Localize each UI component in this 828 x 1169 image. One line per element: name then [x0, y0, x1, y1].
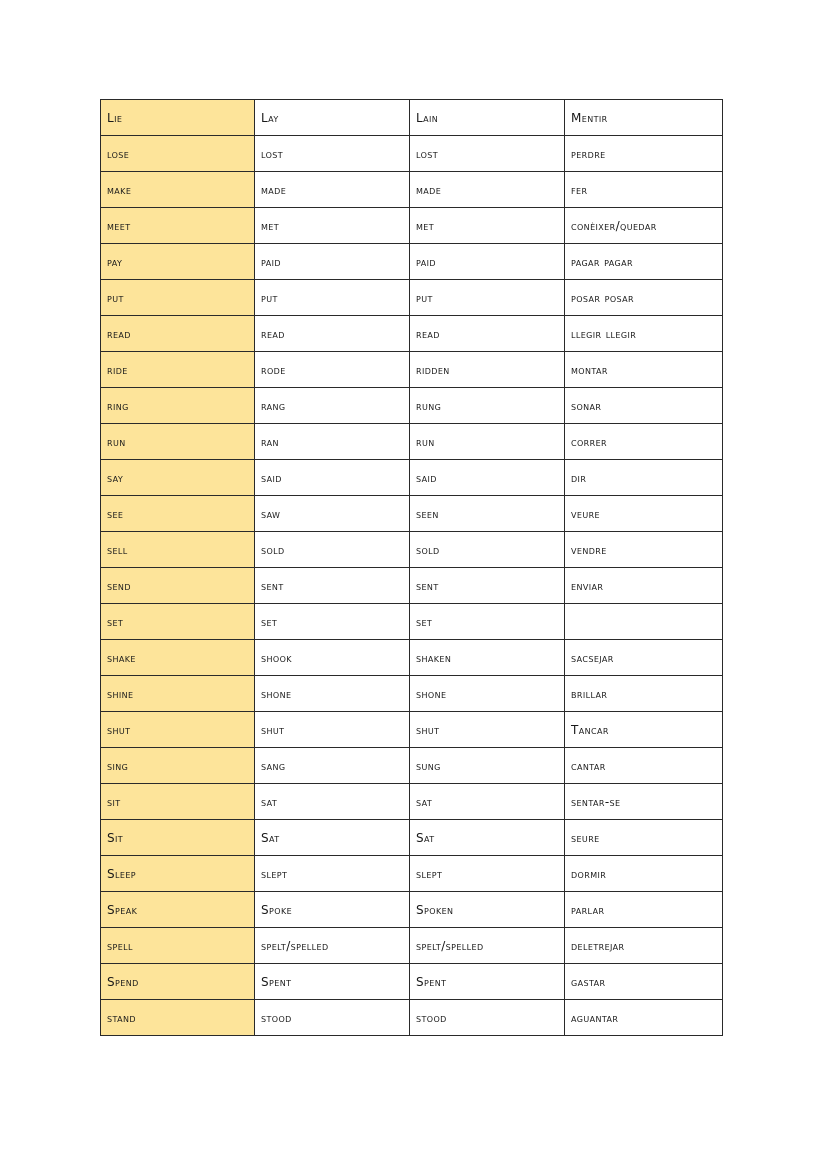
translation-cell: sacsejar: [565, 640, 723, 676]
base-form-cell: lose: [101, 136, 255, 172]
table-row: [101, 1000, 723, 1036]
past-participle-cell: Spoken: [410, 892, 565, 928]
translation-cell: enviar: [565, 568, 723, 604]
past-participle-cell: made: [410, 172, 565, 208]
past-simple-cell: Spent: [255, 964, 410, 1000]
past-simple-cell: shook: [255, 640, 410, 676]
past-participle-cell: Sat: [410, 820, 565, 856]
translation-cell: posar posar: [565, 280, 723, 316]
past-participle-cell: paid: [410, 244, 565, 280]
translation-cell: fer: [565, 172, 723, 208]
base-form-cell: shut: [101, 712, 255, 748]
table-row: [101, 604, 723, 640]
base-form-cell: send: [101, 568, 255, 604]
verb-table: [100, 99, 723, 1036]
translation-cell: vendre: [565, 532, 723, 568]
past-simple-cell: put: [255, 280, 410, 316]
table-row: [101, 136, 723, 172]
past-participle-cell: sat: [410, 784, 565, 820]
past-participle-cell: sung: [410, 748, 565, 784]
base-form-cell: spell: [101, 928, 255, 964]
table-row: [101, 460, 723, 496]
past-participle-cell: said: [410, 460, 565, 496]
table-row: [101, 280, 723, 316]
past-participle-cell: shaken: [410, 640, 565, 676]
past-simple-cell: made: [255, 172, 410, 208]
base-form-cell: Lie: [101, 100, 255, 136]
past-participle-cell: lost: [410, 136, 565, 172]
past-simple-cell: Sat: [255, 820, 410, 856]
past-simple-cell: said: [255, 460, 410, 496]
translation-cell: dormir: [565, 856, 723, 892]
table-row: [101, 208, 723, 244]
past-participle-cell: sold: [410, 532, 565, 568]
base-form-cell: Sleep: [101, 856, 255, 892]
past-participle-cell: Lain: [410, 100, 565, 136]
past-participle-cell: shut: [410, 712, 565, 748]
past-simple-cell: spelt/spelled: [255, 928, 410, 964]
table-row: [101, 316, 723, 352]
past-participle-cell: set: [410, 604, 565, 640]
base-form-cell: pay: [101, 244, 255, 280]
table-row: [101, 352, 723, 388]
base-form-cell: sit: [101, 784, 255, 820]
past-participle-cell: seen: [410, 496, 565, 532]
table-row: [101, 928, 723, 964]
base-form-cell: run: [101, 424, 255, 460]
past-simple-cell: slept: [255, 856, 410, 892]
base-form-cell: put: [101, 280, 255, 316]
base-form-cell: ride: [101, 352, 255, 388]
past-participle-cell: sent: [410, 568, 565, 604]
table-row: [101, 676, 723, 712]
translation-cell: correr: [565, 424, 723, 460]
table-row: [101, 820, 723, 856]
base-form-cell: shake: [101, 640, 255, 676]
past-participle-cell: rung: [410, 388, 565, 424]
base-form-cell: say: [101, 460, 255, 496]
past-simple-cell: met: [255, 208, 410, 244]
translation-cell: deletrejar: [565, 928, 723, 964]
base-form-cell: make: [101, 172, 255, 208]
table-row: [101, 568, 723, 604]
past-participle-cell: slept: [410, 856, 565, 892]
past-participle-cell: met: [410, 208, 565, 244]
past-simple-cell: sent: [255, 568, 410, 604]
past-simple-cell: paid: [255, 244, 410, 280]
table-row: [101, 172, 723, 208]
past-simple-cell: sold: [255, 532, 410, 568]
table-row: [101, 424, 723, 460]
past-participle-cell: spelt/spelled: [410, 928, 565, 964]
table-row: [101, 100, 723, 136]
past-participle-cell: stood: [410, 1000, 565, 1036]
translation-cell: parlar: [565, 892, 723, 928]
past-simple-cell: sang: [255, 748, 410, 784]
base-form-cell: meet: [101, 208, 255, 244]
translation-cell: Mentir: [565, 100, 723, 136]
past-simple-cell: read: [255, 316, 410, 352]
past-participle-cell: run: [410, 424, 565, 460]
table-row: [101, 712, 723, 748]
base-form-cell: Speak: [101, 892, 255, 928]
translation-cell: pagar pagar: [565, 244, 723, 280]
base-form-cell: sing: [101, 748, 255, 784]
past-simple-cell: set: [255, 604, 410, 640]
past-simple-cell: Spoke: [255, 892, 410, 928]
translation-cell: veure: [565, 496, 723, 532]
table-row: [101, 748, 723, 784]
past-participle-cell: put: [410, 280, 565, 316]
translation-cell: aguantar: [565, 1000, 723, 1036]
base-form-cell: ring: [101, 388, 255, 424]
translation-cell: conèixer/quedar: [565, 208, 723, 244]
past-simple-cell: shone: [255, 676, 410, 712]
translation-cell: perdre: [565, 136, 723, 172]
base-form-cell: set: [101, 604, 255, 640]
translation-cell: sentar-se: [565, 784, 723, 820]
past-participle-cell: read: [410, 316, 565, 352]
base-form-cell: sell: [101, 532, 255, 568]
base-form-cell: see: [101, 496, 255, 532]
table-row: [101, 892, 723, 928]
past-participle-cell: shone: [410, 676, 565, 712]
past-participle-cell: Spent: [410, 964, 565, 1000]
table-row: [101, 532, 723, 568]
table-row: [101, 856, 723, 892]
table-row: [101, 496, 723, 532]
past-participle-cell: ridden: [410, 352, 565, 388]
past-simple-cell: lost: [255, 136, 410, 172]
table-row: [101, 244, 723, 280]
past-simple-cell: rang: [255, 388, 410, 424]
translation-cell: brillar: [565, 676, 723, 712]
past-simple-cell: rode: [255, 352, 410, 388]
past-simple-cell: shut: [255, 712, 410, 748]
past-simple-cell: Lay: [255, 100, 410, 136]
table-row: [101, 388, 723, 424]
base-form-cell: read: [101, 316, 255, 352]
past-simple-cell: saw: [255, 496, 410, 532]
base-form-cell: Sit: [101, 820, 255, 856]
table-row: [101, 964, 723, 1000]
base-form-cell: shine: [101, 676, 255, 712]
past-simple-cell: ran: [255, 424, 410, 460]
base-form-cell: Spend: [101, 964, 255, 1000]
translation-cell: dir: [565, 460, 723, 496]
translation-cell: gastar: [565, 964, 723, 1000]
table-row: [101, 784, 723, 820]
past-simple-cell: stood: [255, 1000, 410, 1036]
translation-cell: seure: [565, 820, 723, 856]
verb-table-body: [101, 100, 723, 1036]
past-simple-cell: sat: [255, 784, 410, 820]
translation-cell: Tancar: [565, 712, 723, 748]
translation-cell: llegir llegir: [565, 316, 723, 352]
translation-cell: montar: [565, 352, 723, 388]
base-form-cell: stand: [101, 1000, 255, 1036]
translation-cell: cantar: [565, 748, 723, 784]
table-row: [101, 640, 723, 676]
translation-cell: sonar: [565, 388, 723, 424]
translation-cell: [565, 604, 723, 640]
